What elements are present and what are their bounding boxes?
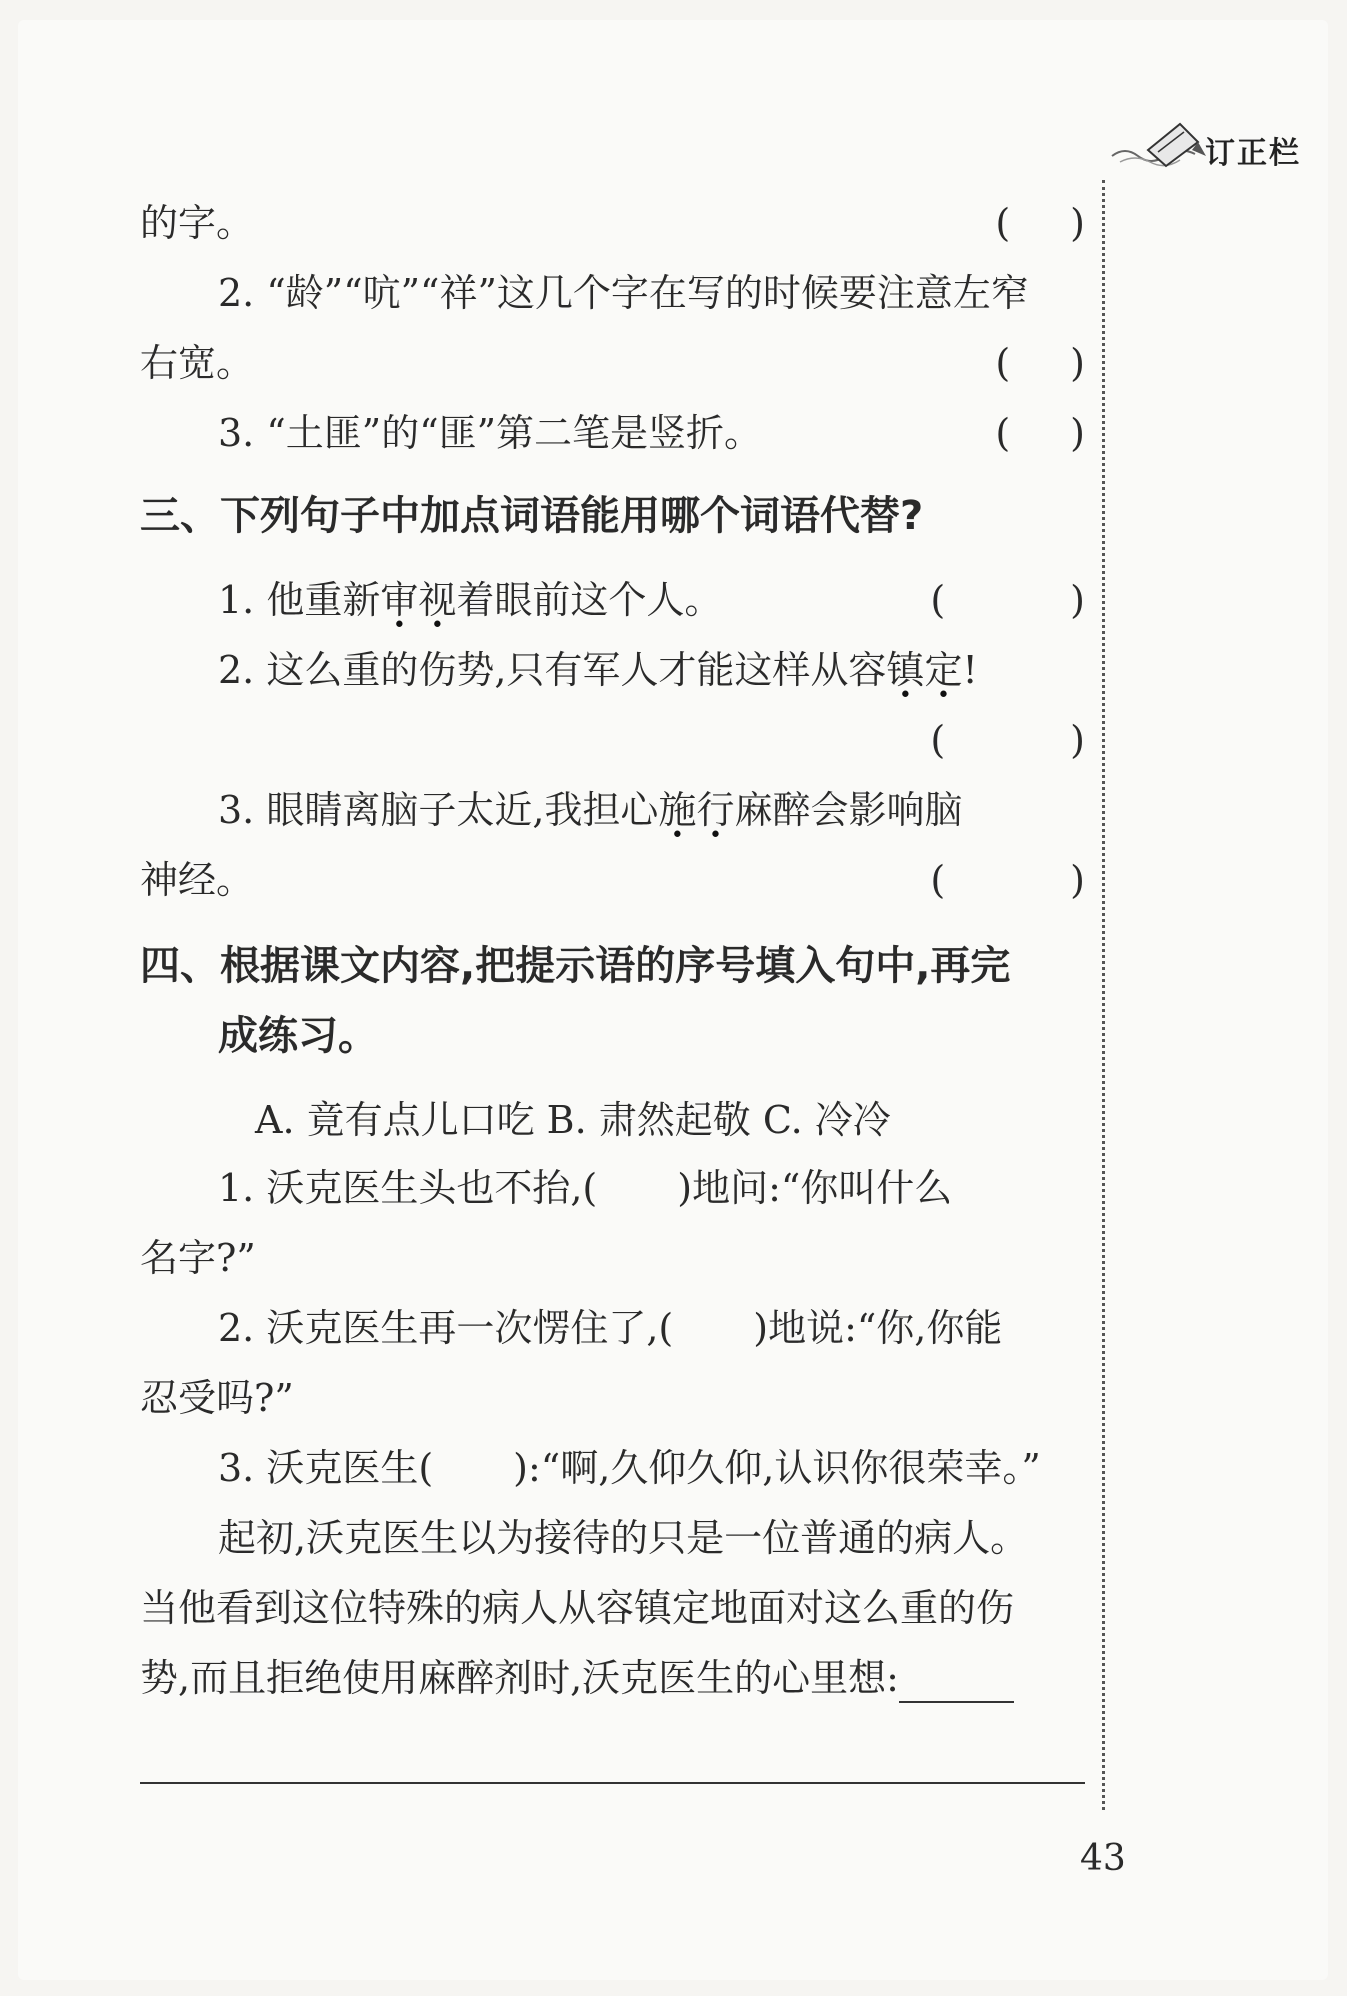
sec4-para-line3: 势,而且拒绝使用麻醉剂时,沃克医生的心里想:: [140, 1653, 1085, 1703]
sec3-q3-line2: 神经。 ( ): [140, 855, 1085, 905]
sec2-q1-tail: [140, 198, 1085, 248]
sec2-q2-text-cont: 右宽。: [140, 341, 255, 385]
dotted-char: 施: [658, 788, 697, 832]
answer-paren[interactable]: ( ): [995, 341, 1085, 385]
sec4-q2: 2. 沃克医生再一次愣住了,( )地说:“你,你能: [218, 1306, 1003, 1350]
answer-line[interactable]: [140, 1782, 1085, 1784]
dotted-char: 镇: [886, 648, 925, 692]
answer-paren[interactable]: ( ): [930, 718, 1085, 762]
sec3-q2: 2. 这么重的伤势,只有军人才能这样从容镇定!: [218, 645, 1085, 695]
sec4-q1: 1. 沃克医生头也不抬,( )地问:“你叫什么: [218, 1166, 953, 1210]
sec4-q3: 3. 沃克医生( ):“啊,久仰久仰,认识你很荣幸。”: [218, 1446, 1041, 1490]
answer-paren[interactable]: ( ): [930, 578, 1085, 622]
sec2-q1-tail-text: 的字。: [140, 201, 255, 245]
dotted-char: 视: [418, 578, 457, 622]
sec4-para-line1: 起初,沃克医生以为接待的只是一位普通的病人。: [218, 1516, 1029, 1560]
sec4-q1-line2: 名字?”: [140, 1236, 256, 1280]
pencil-icon: [1140, 120, 1210, 170]
answer-paren[interactable]: ( ): [930, 858, 1085, 902]
dotted-char: 定: [924, 648, 963, 692]
sec2-q3-text: 3. “土匪”的“匪”第二笔是竖折。: [218, 411, 763, 455]
sec4-options: A. 竟有点儿口吃 B. 肃然起敬 C. 冷冷: [255, 1098, 891, 1142]
answer-underline[interactable]: [899, 1665, 1014, 1703]
dotted-char: 行: [696, 788, 735, 832]
sec3-title: 三、下列句子中加点词语能用哪个词语代替?: [140, 493, 924, 539]
page-number: 43: [1080, 1838, 1126, 1879]
sec2-q2-text: 2. “龄”“吭”“祥”这几个字在写的时候要注意左窄: [218, 271, 1029, 315]
sec4-para-line2: 当他看到这位特殊的病人从容镇定地面对这么重的伤: [140, 1586, 1015, 1630]
sec4-title-line1: 四、根据课文内容,把提示语的序号填入句中,再完: [140, 943, 1011, 989]
dotted-char: 审: [380, 578, 419, 622]
answer-paren[interactable]: ( ): [995, 411, 1085, 455]
answer-paren[interactable]: ( ): [995, 201, 1085, 245]
sec2-q2-line2: [140, 338, 1085, 388]
sec2-q3: [218, 408, 1085, 458]
sec2-q2: [218, 268, 1085, 318]
sec3-q1: 1. 他重新审视着眼前这个人。 ( ): [218, 575, 1085, 625]
sec4-title-line2: 成练习。: [218, 1013, 378, 1059]
correction-column-header: [1110, 120, 1330, 180]
sec4-q2-line2: 忍受吗?”: [140, 1376, 294, 1420]
sec3-q3: 3. 眼睛离脑子太近,我担心施行麻醉会影响脑: [218, 785, 1085, 835]
correction-divider: [1102, 180, 1105, 1810]
correction-label: 订正栏: [1205, 136, 1301, 171]
